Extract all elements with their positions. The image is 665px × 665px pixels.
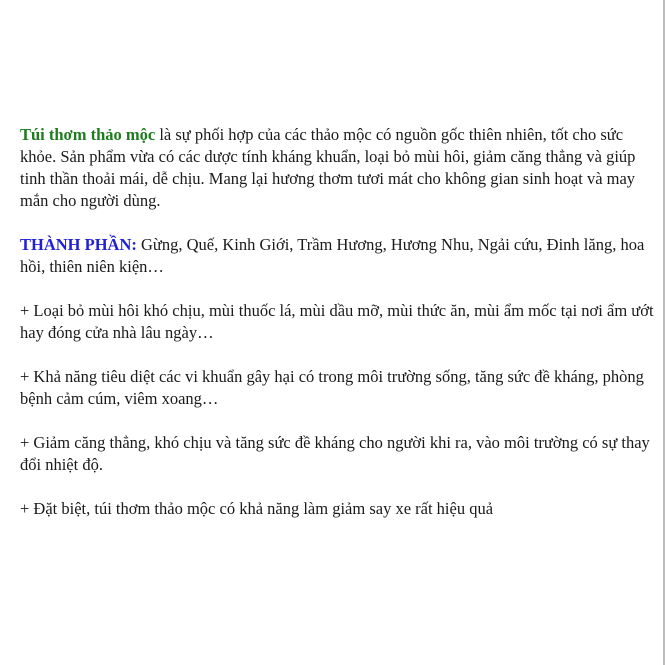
benefit-item: + Khả năng tiêu diệt các vi khuẩn gây hại có trong môi trường sống, tăng sức đề kháng, phòng bệnh cảm cúm, viêm xoang… <box>20 367 644 408</box>
benefit-item: + Đặt biệt, túi thơm thảo mộc có khả năng làm giảm say xe rất hiệu quả <box>20 499 494 518</box>
document-body <box>20 124 660 542</box>
ingredients-paragraph <box>20 234 660 278</box>
intro-paragraph <box>20 124 660 212</box>
benefit-item: + Loại bỏ mùi hôi khó chịu, mùi thuốc lá, mùi dầu mỡ, mùi thức ăn, mùi ẩm mốc tại nơi ẩm ướt hay đóng cửa nhà lâu ngày… <box>20 301 654 342</box>
benefit-item: + Giảm căng thẳng, khó chịu và tăng sức đề kháng cho người khi ra, vào môi trường có sự thay đổi nhiệt độ. <box>20 433 650 474</box>
product-name: Túi thơm thảo mộc <box>20 125 156 144</box>
intro-text: là sự phối hợp của các thảo mộc có nguồn gốc thiên nhiên, tốt cho sức khỏe. Sản phẩm vừa có các dược tính kháng khuẩn, loại bỏ mùi hôi, giảm căng thẳng và giúp tinh thần thoải mái, dễ chịu. Mang lại hương thơm tươi mát cho không gian sinh hoạt và may mắn cho người dùng. <box>20 125 636 210</box>
ingredients-label: THÀNH PHẦN: <box>20 235 137 254</box>
ingredients-text: Gừng, Quế, Kinh Giới, Trầm Hương, Hương Nhu, Ngải cứu, Đinh lăng, hoa hồi, thiên niên kiện… <box>20 235 645 276</box>
